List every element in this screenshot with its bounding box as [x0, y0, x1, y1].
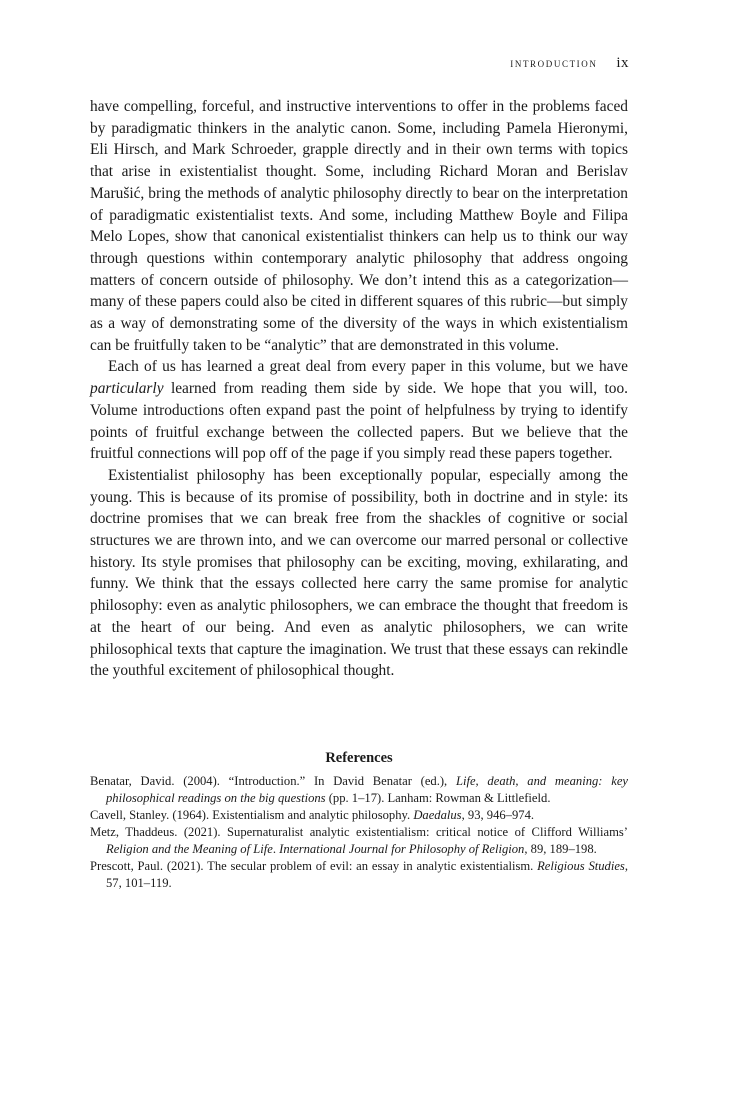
text-run: Cavell, Stanley. (1964). Existentialism and analytic philosophy.	[90, 808, 414, 822]
references-section	[90, 750, 628, 892]
references-list	[90, 773, 628, 892]
text-run: (pp. 1–17). Lanham: Rowman & Littlefield.	[325, 791, 551, 805]
italic-text: particularly	[90, 380, 164, 398]
italic-text: Life, death, and meaning: key philosophical readings on the big questions	[106, 774, 628, 805]
references-heading: References	[325, 750, 393, 766]
text-run: Prescott, Paul. (2021). The secular problem of evil: an essay in analytic existentialism.	[90, 859, 538, 873]
reference-entry	[90, 807, 628, 824]
paragraph	[90, 356, 628, 465]
text-run: , 93, 946–974.	[461, 808, 535, 822]
text-run: have compelling, forceful, and instructive interventions to offer in the problems faced by paradigmatic thinkers in the analytic canon. Some, including Pamela Hieronymi, Eli Hirsch, and Mark Schroeder, grapple directly and in their own terms with topics that arise in existentialist thought. Some, including Richard Moran and Berislav Marušić, bring the methods of analytic philosophy directly to bear on the interpretation of paradigmatic existentialist texts. And some, including Matthew Boyle and Filipa Melo Lopes, show that canonical existentialist thinkers can help us to think our way through questions within contemporary analytic philosophy that address ongoing matters of concern outside of philosophy. We don’t intend this as a categorization—many of these papers could also be cited in different squares of this rubric—but simply as a way of demonstrating some of the diversity of the ways in which existentialism can be fruitfully taken to be “analytic” that are demonstrated in this volume.	[90, 98, 628, 354]
italic-text: International Journal for Philosophy of Religion	[279, 842, 525, 856]
italic-text: Religious Studies	[537, 859, 625, 873]
paragraph	[90, 465, 628, 682]
text-run: Existentialist philosophy has been exceptionally popular, especially among the young. This is because of its promise of possibility, both in doctrine and in style: its doctrine promises that we can break free from the shackles of cognitive or social structures we are thrown into, and we can overcome our marred personal or collective history. Its style promises that philosophy can be exciting, moving, exhilarating, and funny. We think that the essays collected here carry the same promise for analytic philosophy: even as analytic philosophers, we can embrace the thought that freedom is at the heart of our being. And even as analytic philosophers, we can write philosophical texts that capture the imagination. We trust that these essays can rekindle the youthful excitement of philosophical thought.	[90, 466, 628, 680]
body-text	[90, 96, 628, 682]
reference-entry	[90, 858, 628, 892]
italic-text: Daedalus	[413, 808, 462, 822]
reference-entry	[90, 824, 628, 858]
text-run: .	[272, 842, 280, 856]
text-run: , 89, 189–198.	[524, 842, 597, 856]
text-run: Benatar, David. (2004). “Introduction.” In David Benatar (ed.),	[90, 774, 456, 788]
paragraph	[90, 96, 628, 356]
running-head	[510, 55, 629, 72]
text-run: learned from reading them side by side. We hope that you will, too. Volume introductions often expand past the point of helpfulness by trying to identify points of fruitful exchange between the collected papers. But we believe that the fruitful connections will pop off of the page if you simply read these papers together.	[90, 380, 628, 463]
reference-entry	[90, 773, 628, 807]
italic-text: Religion and the Meaning of Life	[106, 842, 273, 856]
text-run: Each of us has learned a great deal from every paper in this volume, but we have	[108, 358, 628, 376]
text-run: Metz, Thaddeus. (2021). Supernaturalist analytic existentialism: critical notice of Clifford Williams’	[90, 825, 628, 839]
text-run: , 57, 101–119.	[106, 859, 628, 890]
page-number: ix	[616, 55, 629, 71]
running-head-title: introduction	[510, 55, 598, 70]
